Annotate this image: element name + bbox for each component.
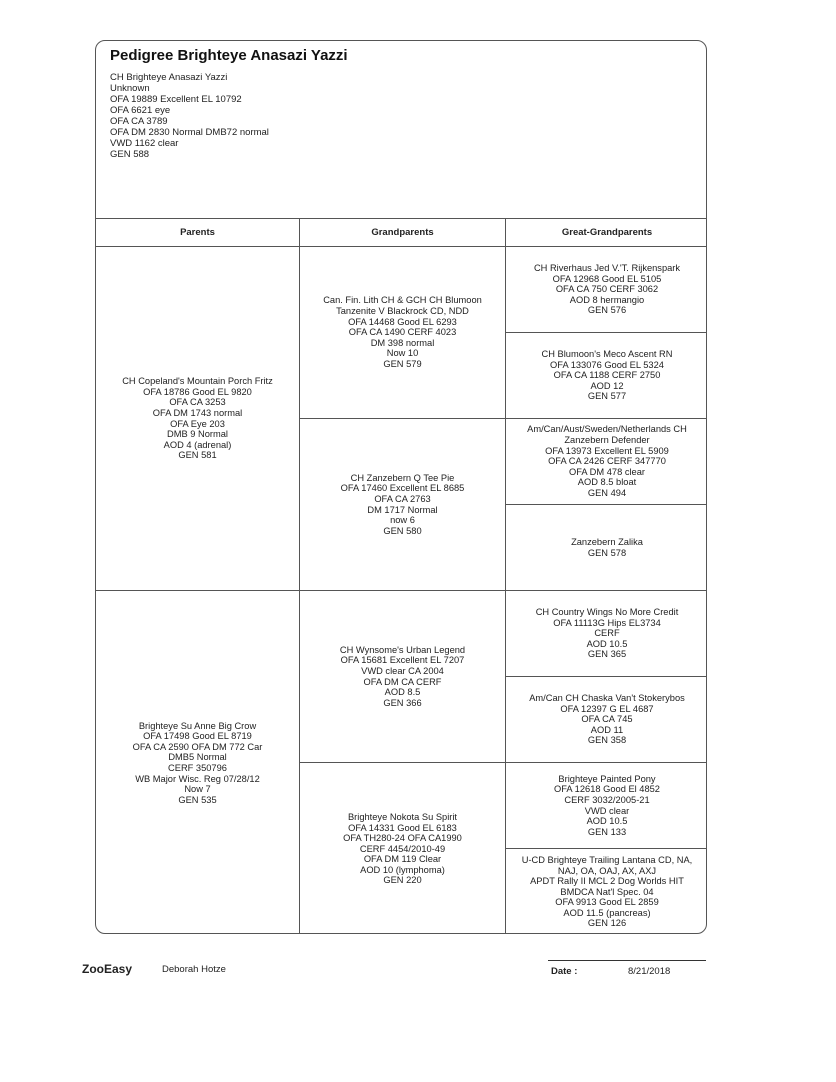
footer-date-value: 8/21/2018 (628, 966, 671, 977)
great-grandparent-detail-line: OFA 13973 Excellent EL 5909 (545, 445, 669, 456)
grandparent-detail-line: OFA CA 1490 CERF 4023 (348, 327, 457, 338)
parent-detail-line: CH Copeland's Mountain Porch Fritz (122, 376, 273, 387)
great-grandparent-detail-line: NAJ, OA, OAJ, AX, AXJ (557, 865, 657, 876)
great-grandparent-detail-line: AOD 8 hermangio (569, 294, 645, 305)
great-grandparent-detail-line: AOD 12 (590, 380, 624, 391)
grandparent-cell (300, 763, 506, 934)
grandparent-detail-line: AOD 8.5 (384, 687, 421, 698)
subject-detail-line: OFA CA 3789 (110, 116, 168, 127)
great-grandparent-detail-line: CH Country Wings No More Credit (535, 607, 679, 618)
great-grandparent-detail-line: OFA 12968 Good EL 5105 (552, 273, 662, 284)
great-grandparent-detail-line: CERF (594, 628, 620, 639)
great-grandparent-detail-line: Brighteye Painted Pony (558, 773, 656, 784)
great-grandparent-detail-line: VWD clear (584, 805, 630, 816)
grandparent-cell (300, 247, 506, 419)
grandparent-detail-line: OFA TH280-24 OFA CA1990 (343, 833, 462, 844)
subject-detail-line: OFA DM 2830 Normal DMB72 normal (110, 127, 269, 138)
grandparent-detail-line: OFA DM CA CERF (363, 676, 442, 687)
great-grandparent-cell (506, 505, 707, 591)
parent-detail-line: Brighteye Su Anne Big Crow (138, 720, 257, 731)
great-grandparent-detail-line: AOD 10.5 (586, 638, 628, 649)
grandparent-detail-line: DM 1717 Normal (367, 504, 438, 515)
great-grandparent-detail-line: AOD 8.5 bloat (577, 477, 637, 488)
parent-detail-line: OFA Eye 203 (170, 418, 225, 429)
page-title: Pedigree Brighteye Anasazi Yazzi (110, 47, 348, 64)
great-grandparent-detail-line: U-CD Brighteye Trailing Lantana CD, NA, (521, 854, 693, 865)
subject-detail-line: VWD 1162 clear (110, 138, 179, 149)
subject-detail-line: OFA 6621 eye (110, 105, 171, 116)
great-grandparent-detail-line: GEN 494 (587, 487, 627, 498)
grandparent-detail-line: VWD clear CA 2004 (361, 665, 444, 676)
subject-detail-line: GEN 588 (110, 149, 150, 160)
grandparent-detail-line: OFA DM 119 Clear (363, 854, 442, 865)
parent-detail-line: Now 7 (184, 784, 211, 795)
footer-owner: Deborah Hotze (162, 964, 226, 975)
great-grandparent-detail-line: OFA 12618 Good El 4852 (554, 784, 660, 795)
great-grandparent-detail-line: CERF 3032/2005-21 (564, 794, 650, 805)
grandparent-detail-line: now 6 (390, 515, 415, 526)
parent-detail-line: GEN 581 (178, 450, 217, 461)
great-grandparent-cell (506, 247, 707, 333)
great-grandparent-detail-line: OFA CA 750 CERF 3062 (555, 284, 659, 295)
grandparent-detail-line: CH Zanzebern Q Tee Pie (350, 472, 455, 483)
great-grandparent-detail-line: Am/Can/Aust/Sweden/Netherlands CH (527, 424, 687, 435)
parent-detail-line: WB Major Wisc. Reg 07/28/12 (135, 773, 260, 784)
great-grandparent-detail-line: CH Blumoon's Meco Ascent RN (541, 349, 673, 360)
subject-detail-line: CH Brighteye Anasazi Yazzi (110, 72, 228, 83)
grandparent-detail-line: GEN 579 (383, 358, 422, 369)
subject-detail-line: OFA 19889 Excellent EL 10792 (110, 94, 242, 105)
great-grandparent-detail-line: Zanzebern Zalika (571, 536, 643, 547)
grandparent-cell (300, 419, 506, 591)
great-grandparent-detail-line: OFA 12397 G EL 4687 (560, 703, 654, 714)
parent-detail-line: OFA CA 3253 (169, 397, 226, 408)
great-grandparent-cell (506, 591, 707, 677)
grandparent-detail-line: CH Wynsome's Urban Legend (339, 644, 466, 655)
great-grandparent-detail-line: OFA CA 2426 CERF 347770 (548, 456, 666, 467)
footer-date-label: Date : (551, 966, 578, 977)
footer-brand: ZooEasy (82, 962, 133, 976)
parent-detail-line: OFA CA 2590 OFA DM 772 Car (132, 741, 263, 752)
grandparent-detail-line: Can. Fin. Lith CH & GCH CH Blumoon (323, 295, 482, 306)
parent-detail-line: AOD 4 (adrenal) (163, 439, 232, 450)
great-grandparent-detail-line: Zanzebern Defender (564, 435, 650, 446)
great-grandparent-detail-line: GEN 365 (587, 649, 627, 660)
grandparent-detail-line: GEN 220 (383, 875, 422, 886)
grandparent-detail-line: Now 10 (386, 348, 419, 359)
grandparent-detail-line: Brighteye Nokota Su Spirit (347, 811, 458, 822)
column-header-grandparents: Grandparents (300, 219, 506, 247)
column-header-great-grandparents: Great-Grandparents (506, 219, 707, 247)
parent-cell (96, 247, 300, 591)
footer-rule (548, 960, 706, 961)
great-grandparent-cell (506, 333, 707, 419)
pedigree-grid (96, 219, 706, 934)
great-grandparent-detail-line: AOD 11 (590, 724, 624, 735)
great-grandparent-detail-line: GEN 578 (587, 547, 627, 558)
great-grandparent-detail-line: GEN 576 (587, 305, 627, 316)
great-grandparent-detail-line: OFA CA 1188 CERF 2750 (553, 370, 661, 381)
great-grandparent-detail-line: CH Riverhaus Jed V.'T. Rijkenspark (533, 263, 681, 274)
grandparent-detail-line: GEN 366 (383, 697, 422, 708)
great-grandparent-detail-line: OFA CA 745 (581, 714, 633, 725)
subject-details (110, 72, 692, 160)
great-grandparent-detail-line: GEN 577 (587, 391, 627, 402)
grandparent-detail-line: DM 398 normal (370, 337, 435, 348)
great-grandparent-cell (506, 763, 707, 849)
grandparent-detail-line: OFA 14331 Good EL 6183 (348, 822, 457, 833)
great-grandparent-detail-line: AOD 10.5 (586, 816, 628, 827)
grandparent-detail-line: Tanzenite V Blackrock CD, NDD (336, 306, 469, 317)
great-grandparent-detail-line: OFA DM 478 clear (569, 466, 645, 477)
parent-detail-line: OFA 17498 Good EL 8719 (143, 731, 252, 742)
grandparent-detail-line: AOD 10 (lymphoma) (360, 864, 445, 875)
parent-detail-line: OFA 18786 Good EL 9820 (143, 386, 252, 397)
great-grandparent-detail-line: GEN 133 (587, 826, 627, 837)
grandparent-cell (300, 591, 506, 763)
parent-detail-line: DMB5 Normal (168, 752, 227, 763)
grandparent-detail-line: GEN 580 (383, 525, 422, 536)
subject-detail-line: Unknown (110, 83, 150, 94)
parent-cell (96, 591, 300, 934)
parent-detail-line: CERF 350796 (168, 763, 227, 773)
great-grandparent-cell (506, 419, 707, 505)
great-grandparent-cell (506, 849, 707, 934)
great-grandparent-detail-line: GEN 358 (587, 735, 627, 746)
column-header-parents: Parents (96, 219, 300, 247)
grandparent-detail-line: CERF 4454/2010-49 (359, 843, 446, 854)
grandparent-detail-line: OFA 17460 Excellent EL 8685 (340, 483, 465, 494)
great-grandparent-detail-line: APDT Rally II MCL 2 Dog Worlds HIT (530, 876, 684, 887)
great-grandparent-detail-line: GEN 126 (587, 918, 627, 929)
great-grandparent-cell (506, 677, 707, 763)
grandparent-detail-line: OFA 15681 Excellent EL 7207 (340, 655, 465, 666)
parent-detail-line: DMB 9 Normal (167, 429, 228, 440)
pedigree-header (96, 41, 706, 219)
great-grandparent-detail-line: AOD 11.5 (pancreas) (563, 907, 651, 918)
parent-detail-line: GEN 535 (178, 794, 217, 805)
great-grandparent-detail-line: Am/Can CH Chaska Van't Stokerybos (529, 693, 685, 704)
grandparent-detail-line: OFA CA 2763 (374, 493, 431, 504)
pedigree-frame (95, 40, 707, 934)
great-grandparent-detail-line: OFA 11113G Hips EL3734 (553, 617, 661, 628)
parent-detail-line: OFA DM 1743 normal (152, 407, 243, 418)
great-grandparent-detail-line: BMDCA Nat'l Spec. 04 (560, 886, 654, 897)
grandparent-detail-line: OFA 14468 Good EL 6293 (348, 316, 457, 327)
great-grandparent-detail-line: OFA 9913 Good EL 2859 (555, 897, 659, 908)
great-grandparent-detail-line: OFA 133076 Good EL 5324 (550, 359, 664, 370)
